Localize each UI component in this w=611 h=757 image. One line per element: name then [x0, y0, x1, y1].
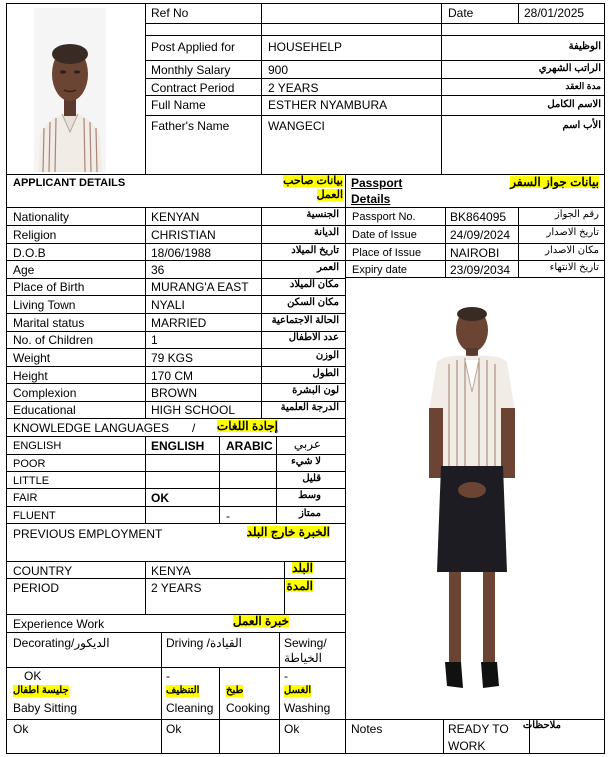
children-label: No. of Children: [13, 333, 94, 347]
nationality-ar: الجنسية: [306, 209, 339, 220]
lang-poor-ar: لا شيء: [291, 456, 321, 467]
divider: [345, 207, 605, 208]
religion-ar: الديانة: [313, 227, 339, 238]
lang-fair-english: OK: [151, 491, 169, 505]
age-label: Age: [13, 263, 35, 277]
dob-value: 18/06/1988: [151, 246, 212, 260]
issue-place-ar: مكان الاصدار: [545, 245, 599, 256]
weight-value: 79 KGS: [151, 351, 194, 365]
height-value: 170 CM: [151, 369, 194, 383]
cleaning-value: Ok: [166, 722, 182, 736]
education-ar: الدرجة العلمية: [280, 402, 339, 413]
divider: [6, 366, 345, 367]
divider: [6, 243, 345, 244]
birthplace-ar: مكان الميلاد: [289, 279, 339, 290]
period-label: PERIOD: [13, 581, 60, 595]
education-label: Educational: [13, 403, 76, 417]
passport-no-ar: رقم الجواز: [554, 209, 599, 220]
issue-date-label: Date of Issue: [352, 229, 417, 241]
sewing-label-1: Sewing/: [284, 636, 327, 650]
divider: [219, 436, 220, 523]
date-label: Date: [448, 6, 474, 20]
washing-value: Ok: [284, 722, 300, 736]
expiry-label: Expiry date: [352, 264, 408, 276]
salary-ar: الراتب الشهري: [538, 63, 601, 74]
nationality-label: Nationality: [13, 210, 70, 224]
passport-title-2: Details: [351, 192, 391, 206]
divider: [219, 667, 220, 754]
driving-label: Driving /القيادة: [166, 636, 242, 650]
divider: [6, 418, 345, 419]
passport-no-label: Passport No.: [352, 211, 416, 223]
post-label: Post Applied for: [151, 40, 236, 54]
divider: [6, 295, 345, 296]
sewing-label-2: الخياطة: [284, 651, 322, 665]
languages-slash: /: [192, 421, 196, 435]
divider: [6, 488, 345, 489]
fullname-label: Full Name: [151, 98, 206, 112]
divider: [445, 207, 446, 277]
lang-fair-ar: وسط: [298, 490, 321, 501]
lang-poor: POOR: [13, 458, 46, 470]
country-value: KENYA: [151, 564, 191, 578]
height-ar: الطول: [312, 368, 339, 379]
languages-title: KNOWLEDGE LANGUAGES: [13, 421, 170, 435]
town-value: NYALI: [151, 298, 185, 312]
divider: [161, 632, 162, 754]
divider: [6, 719, 605, 720]
experience-title-ar: خبرة العمل: [232, 614, 289, 628]
divider: [145, 115, 605, 116]
divider: [518, 207, 519, 277]
age-ar: العمر: [317, 262, 339, 273]
contract-value: 2 YEARS: [268, 81, 319, 95]
complexion-label: Complexion: [13, 386, 77, 400]
notes-value-2: WORK: [448, 739, 486, 753]
divider: [345, 277, 605, 278]
lang-col-arabic: ARABIC: [226, 439, 273, 453]
divider: [345, 225, 605, 226]
complexion-ar: لون البشرة: [292, 385, 339, 396]
employment-title: PREVIOUS EMPLOYMENT: [13, 527, 163, 541]
lang-little: LITTLE: [13, 475, 50, 487]
divider: [145, 561, 146, 614]
divider: [441, 3, 442, 174]
divider: [145, 95, 605, 96]
marital-label: Marital status: [13, 316, 85, 330]
country-ar: البلد: [292, 561, 313, 575]
father-value: WANGECI: [268, 119, 325, 133]
divider: [6, 348, 345, 349]
applicant-title-ar: بيانات صاحب: [283, 175, 343, 187]
weight-label: Weight: [13, 351, 51, 365]
period-ar: المدة: [286, 579, 313, 593]
passport-title-1: Passport: [351, 176, 403, 190]
divider: [6, 523, 345, 524]
period-value: 2 YEARS: [151, 581, 202, 595]
divider: [261, 3, 262, 174]
birthplace-label: Place of Birth: [13, 280, 85, 294]
country-label: COUNTRY: [13, 564, 73, 578]
dob-ar: تاريخ الميلاد: [291, 245, 339, 256]
lang-col-ar: عربي: [293, 437, 321, 451]
salary-value: 900: [268, 63, 289, 77]
birthplace-value: MURANG'A EAST: [151, 280, 249, 294]
issue-place-value: NAIROBI: [450, 246, 500, 260]
divider: [6, 454, 345, 455]
weight-ar: الوزن: [315, 350, 339, 361]
divider: [443, 719, 444, 754]
divider: [6, 667, 345, 668]
issue-date-ar: تاريخ الاصدار: [546, 227, 599, 238]
fullname-ar: الاسم الكامل: [547, 99, 601, 110]
father-ar: الأب اسم: [562, 120, 601, 131]
lang-little-ar: قليل: [302, 473, 321, 484]
washing-ar: الغسل: [284, 685, 312, 696]
divider: [6, 632, 345, 633]
washing-label: Washing: [284, 701, 331, 715]
cooking-ar: طبخ: [226, 685, 244, 696]
divider: [345, 260, 605, 261]
notes-label: Notes: [351, 722, 383, 736]
expiry-value: 23/09/2034: [450, 263, 511, 277]
dob-label: D.O.B: [13, 246, 46, 260]
salary-label: Monthly Salary: [151, 63, 231, 77]
issue-date-value: 24/09/2024: [450, 228, 511, 242]
lang-fluent-ar: ممتاز: [298, 508, 321, 519]
lang-fluent: FLUENT: [13, 510, 56, 522]
divider: [6, 614, 345, 615]
lang-col-label: ENGLISH: [13, 440, 62, 452]
languages-title-ar: إجادة اللغات: [216, 419, 278, 433]
notes-ar: ملاحظات: [522, 720, 561, 731]
divider: [6, 260, 345, 261]
cleaning-label: Cleaning: [166, 701, 214, 715]
religion-value: CHRISTIAN: [151, 228, 216, 242]
divider: [284, 561, 285, 614]
nationality-value: KENYAN: [151, 210, 200, 224]
town-ar: مكان السكن: [287, 297, 339, 308]
ref-no-label: Ref No: [151, 6, 189, 20]
divider: [145, 436, 146, 523]
employment-title-ar: الخبرة خارج البلد: [246, 525, 330, 539]
marital-ar: الحالة الاجتماعية: [271, 315, 339, 326]
marital-value: MARRIED: [151, 316, 207, 330]
full-body-photo: [415, 300, 529, 692]
cleaning-ar: التنظيف: [166, 685, 200, 696]
notes-value-1: READY TO: [448, 722, 509, 736]
divider: [276, 436, 277, 523]
divider: [6, 506, 345, 507]
babysitting-value: Ok: [13, 722, 29, 736]
post-value: HOUSEHELP: [268, 40, 343, 54]
divider: [145, 78, 605, 79]
driving-value: -: [166, 669, 170, 683]
children-ar: عدد الاطفال: [288, 332, 339, 343]
babysitting-label: Baby Sitting: [13, 701, 78, 715]
education-value: HIGH SCHOOL: [151, 403, 236, 417]
divider: [145, 35, 605, 36]
contract-label: Contract Period: [151, 81, 235, 95]
divider: [145, 23, 605, 24]
babysitting-ar: جليسة اطفال: [13, 685, 69, 696]
lang-fluent-arabic: -: [226, 509, 230, 523]
experience-title: Experience Work: [13, 617, 105, 631]
issue-place-label: Place of Issue: [352, 247, 422, 259]
religion-label: Religion: [13, 228, 57, 242]
applicant-title: APPLICANT DETAILS: [13, 177, 126, 189]
divider: [6, 225, 345, 226]
passport-title-ar: بيانات جواز السفر: [510, 175, 599, 189]
divider: [145, 60, 605, 61]
divider: [345, 243, 605, 244]
date-value: 28/01/2025: [524, 6, 585, 20]
divider: [6, 207, 345, 208]
post-ar: الوظيفة: [568, 41, 601, 52]
passport-no-value: BK864095: [450, 210, 507, 224]
height-label: Height: [13, 369, 48, 383]
age-value: 36: [151, 263, 165, 277]
fullname-value: ESTHER NYAMBURA: [268, 98, 388, 112]
cooking-label: Cooking: [226, 701, 271, 715]
decorating-label: Decorating/الديكور: [13, 636, 110, 650]
portrait-photo: [34, 8, 106, 172]
applicant-title-ar-2: العمل: [316, 189, 343, 201]
sewing-value: -: [284, 669, 288, 683]
children-value: 1: [151, 333, 158, 347]
divider: [6, 313, 345, 314]
divider: [6, 471, 345, 472]
divider: [145, 3, 146, 174]
divider: [345, 174, 346, 754]
lang-fair: FAIR: [13, 492, 38, 504]
decorating-value: OK: [24, 669, 42, 683]
divider: [518, 3, 519, 23]
contract-ar: مدة العقد: [565, 81, 601, 91]
lang-col-english: ENGLISH: [151, 439, 205, 453]
complexion-value: BROWN: [151, 386, 197, 400]
divider: [6, 383, 345, 384]
divider: [279, 632, 280, 754]
town-label: Living Town: [13, 298, 76, 312]
father-label: Father's Name: [151, 119, 230, 133]
expiry-ar: تاريخ الانتهاء: [549, 262, 599, 273]
